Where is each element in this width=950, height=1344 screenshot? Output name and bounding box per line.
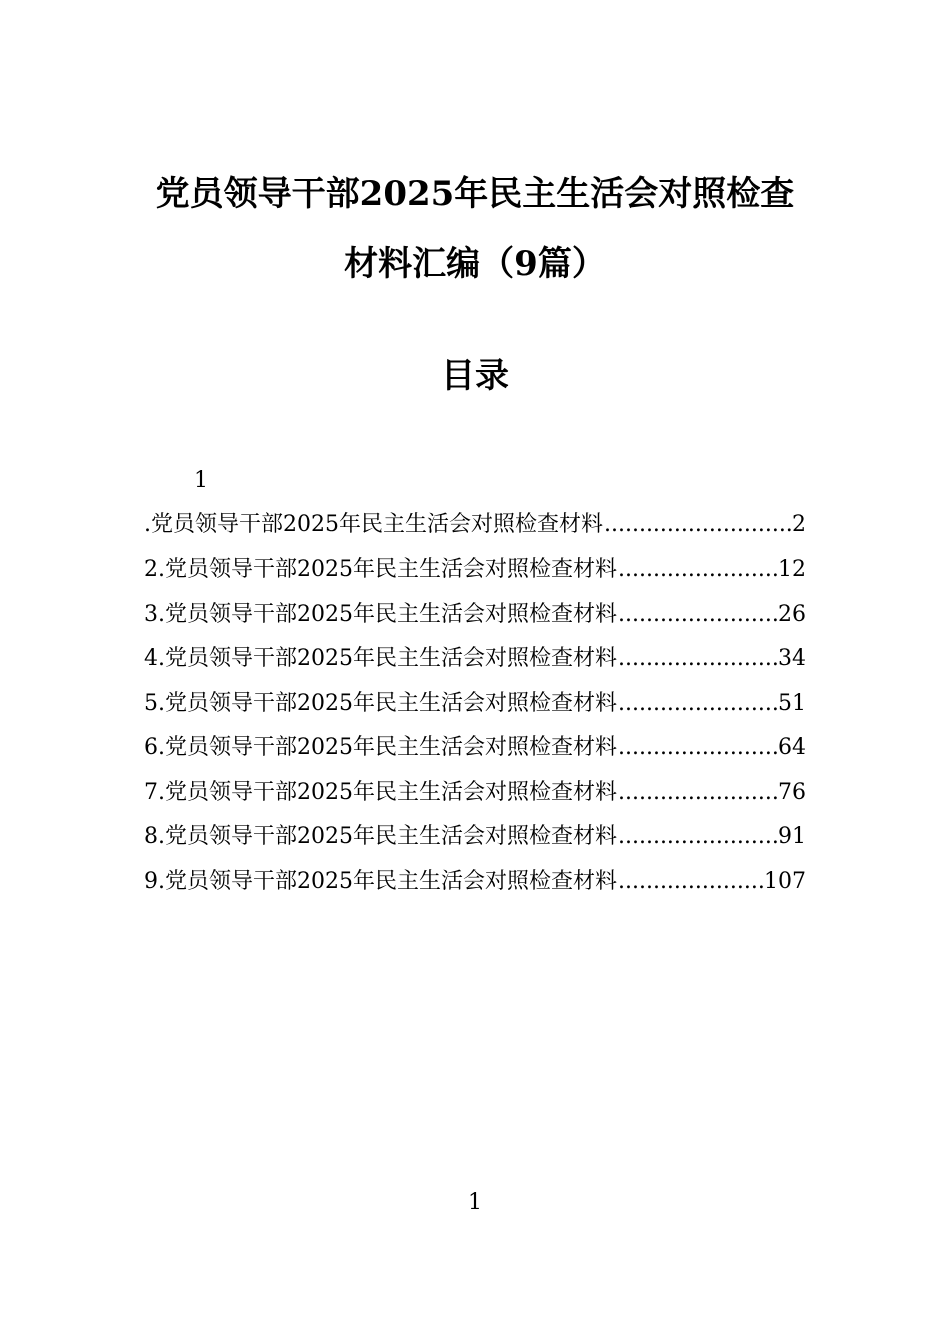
toc-leader-dots [618, 778, 777, 808]
toc-entry-page: 12 [778, 557, 806, 582]
toc-entry-6[interactable] [144, 733, 806, 763]
toc-entry-9[interactable] [144, 867, 806, 897]
toc-leader-dots [618, 733, 777, 763]
page-number-footer: 1 [468, 1190, 482, 1215]
toc-leader-dots [618, 689, 777, 719]
toc-entry-label: 5.党员领导干部2025年民主生活会对照检查材料 [144, 691, 617, 716]
toc-leader-dots [618, 600, 777, 630]
toc-heading: 目录 [441, 356, 509, 396]
toc-entry-label: 2.党员领导干部2025年民主生活会对照检查材料 [144, 557, 617, 582]
toc-entry-label: 3.党员领导干部2025年民主生活会对照检查材料 [144, 602, 617, 627]
toc-entry-page: 76 [778, 780, 806, 805]
toc-entry-page: 51 [778, 691, 806, 716]
toc-leader-dots [618, 555, 777, 585]
toc-entry-label: .党员领导干部2025年民主生活会对照检查材料 [144, 512, 603, 537]
toc-leader-dots [604, 510, 791, 540]
toc-entry-page: 91 [778, 824, 806, 849]
toc-entry-1[interactable] [144, 510, 806, 540]
toc-entry-2[interactable] [144, 555, 806, 585]
toc-entry-page: 26 [778, 602, 806, 627]
document-title-line2: 材料汇编（9篇） [344, 244, 606, 284]
toc-entry-page: 107 [764, 869, 806, 894]
toc-entry-label: 7.党员领导干部2025年民主生活会对照检查材料 [144, 780, 617, 805]
toc-entry-5[interactable] [144, 689, 806, 719]
toc-leader-dots [618, 867, 763, 897]
toc-entry-page: 64 [778, 735, 806, 760]
toc-entry-page: 2 [792, 512, 806, 537]
toc-entry-page: 34 [778, 646, 806, 671]
toc-entry-3[interactable] [144, 600, 806, 630]
toc-lead-number: 1 [194, 468, 208, 493]
toc-leader-dots [618, 644, 777, 674]
toc-entry-label: 9.党员领导干部2025年民主生活会对照检查材料 [144, 869, 617, 894]
document-title-line1: 党员领导干部2025年民主生活会对照检查 [155, 174, 795, 214]
toc-entry-7[interactable] [144, 778, 806, 808]
toc-entry-label: 4.党员领导干部2025年民主生活会对照检查材料 [144, 646, 617, 671]
toc-entry-label: 6.党员领导干部2025年民主生活会对照检查材料 [144, 735, 617, 760]
toc-entry-4[interactable] [144, 644, 806, 674]
toc-entry-8[interactable] [144, 822, 806, 852]
toc-leader-dots [618, 822, 777, 852]
toc-entry-label: 8.党员领导干部2025年民主生活会对照检查材料 [144, 824, 617, 849]
